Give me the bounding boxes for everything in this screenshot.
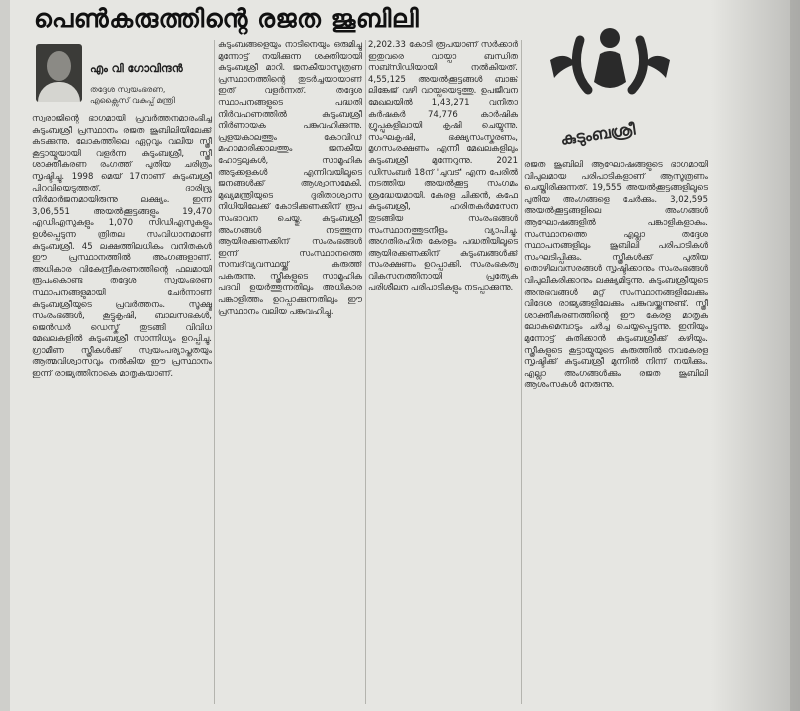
column-divider: [214, 40, 215, 704]
author-role: തദ്ദേശ സ്വയംഭരണ, എക്സൈസ് വകുപ്പ് മന്ത്രി: [90, 85, 175, 105]
author-photo: [36, 44, 82, 102]
article-column-1: സ്വരാജിന്റെ ഭാഗമായി പ്രവർത്തനമാരംഭിച്ച കുടുംബശ്രീ പ്രസ്ഥാനം രജത ജൂബിലിയിലേക്ക് കടക്കുന്നു. ലോകത്തിലെ ഏറ്റവും വലിയ സ്ത്രീ കൂട്ടായ്മയായി വളർന്ന കുടുംബശ്രീ, സ്ത്രീ ശാക്തീകരണ രംഗത്ത് പുതിയ ചരിത്രം സൃഷ്ടിച്ചു. 1998 മെയ് 17നാണ് കുടുംബശ്രീ പിറവിയെടുത്തത്. ദാരിദ്ര്യ നിർമാർജനമായിരുന്നു ലക്ഷ്യം. ഇന്ന് 3,06,551 അയൽക്കൂട്ടങ്ങളും 19,470 എഡിഎസുകളും 1,070 സിഡിഎസുകളും ഉൾപ്പെടുന്ന ത്രിതല സംവിധാനമാണ് കുടുംബശ്രീ. 45 ലക്ഷത്തിലധികം വനിതകൾ ഈ പ്രസ്ഥാനത്തിൽ അംഗങ്ങളാണ്. അധികാര വികേന്ദ്രീകരണത്തിന്റെ ഫലമായി രൂപംകൊണ്ട തദ്ദേശ സ്വയംഭരണ സ്ഥാപനങ്ങളുമായി ചേർന്നാണ് കുടുംബശ്രീയുടെ പ്രവർത്തനം. സൂക്ഷ്മ സംരംഭങ്ങൾ, കൂട്ടുകൃഷി, ബാലസഭകൾ, ജെൻഡർ ഡെസ്ക് തുടങ്ങി വിവിധ മേഖലകളിൽ കുടുംബശ്രീ സാന്നിധ്യം ഉറപ്പിച്ചു. ഗ്രാമീണ സ്ത്രീകൾക്ക് സ്വയംപര്യാപ്തതയും ആത്മവിശ്വാസവും നൽകിയ ഈ പ്രസ്ഥാനം ഇന്ന് രാജ്യത്തിനാകെ മാതൃകയാണ്.: [32, 114, 212, 380]
article-headline: പെൺകരുത്തിന്റെ രജത ജൂബിലി: [34, 4, 420, 33]
article-column-4: രജത ജൂബിലി ആഘോഷങ്ങളുടെ ഭാഗമായി വിപുലമായ പരിപാടികളാണ് ആസൂത്രണം ചെയ്തിരിക്കുന്നത്. 19,555 അയൽക്കൂട്ടങ്ങളിലൂടെ പുതിയ അംഗങ്ങളെ ചേർക്കും. 3,02,595 അയൽക്കൂട്ടങ്ങളിലെ അംഗങ്ങൾ ആഘോഷങ്ങളിൽ പങ്കാളികളാകും. സംസ്ഥാനത്തെ എല്ലാ തദ്ദേശ സ്ഥാപനങ്ങളിലും ജൂബിലി പരിപാടികൾ സംഘടിപ്പിക്കും. സ്ത്രീകൾക്ക് പുതിയ തൊഴിലവസരങ്ങൾ സൃഷ്ടിക്കാനും സംരംഭങ്ങൾ വിപുലീകരിക്കാനും ലക്ഷ്യമിടുന്നു. കുടുംബശ്രീയുടെ അനുഭവങ്ങൾ മറ്റ് സംസ്ഥാനങ്ങളിലേക്കും വിദേശ രാജ്യങ്ങളിലേക്കും പങ്കുവയ്ക്കുന്നുണ്ട്. സ്ത്രീ ശാക്തീകരണത്തിന്റെ ഈ കേരള മാതൃക ലോകമെമ്പാടും ചർച്ച ചെയ്യപ്പെടുന്നു. ഇനിയും മുന്നോട്ട് കുതിക്കാൻ കുടുംബശ്രീക്ക് കഴിയും. സ്ത്രീകളുടെ കൂട്ടായ്മയുടെ കരുത്തിൽ നവകേരള സൃഷ്ടിക്ക് കുടുംബശ്രീ മുന്നിൽ നിന്ന് നയിക്കും. എല്ലാ അംഗങ്ങൾക്കും രജത ജൂബിലി ആശംസകൾ നേരുന്നു.: [524, 160, 708, 391]
column-divider: [365, 40, 366, 704]
page-edge-shadow: [710, 0, 800, 711]
article-column-3: 2,202.33 കോടി രൂപയാണ് സർക്കാർ ഇതുവരെ വായ്പാ ബന്ധിത സബ്സിഡിയായി നൽകിയത്. 4,55,125 അയൽക്കൂട്ടങ്ങൾ ബാങ്ക് ലിങ്കേജ് വഴി വായ്പയെടുത്തു. ഉപജീവന മേഖലയിൽ 1,43,271 വനിതാ കർഷകർ 74,776 കാർഷിക ഗ്രൂപ്പുകളിലായി കൃഷി ചെയ്യുന്നു. സംഘകൃഷി, ഭക്ഷ്യസംസ്കരണം, മൃഗസംരക്ഷണം എന്നീ മേഖലകളിലും കുടുംബശ്രീ മുന്നേറുന്നു. 2021 ഡിസംബർ 18ന് 'ചുവട്' എന്ന പേരിൽ നടത്തിയ അയൽക്കൂട്ട സംഗമം ശ്രദ്ധേയമായി. കേരള ചിക്കൻ, കഫേ കുടുംബശ്രീ, ഹരിതകർമസേന തുടങ്ങിയ സംരംഭങ്ങൾ സംസ്ഥാനത്തുടനീളം വ്യാപിച്ചു. അഗതിരഹിത കേരളം പദ്ധതിയിലൂടെ ആയിരക്കണക്കിന് കുടുംബങ്ങൾക്ക് സംരക്ഷണം ഉറപ്പാക്കി. സംരംഭകത്വ വികസനത്തിനായി പ്രത്യേക പരിശീലന പരിപാടികളും നടപ്പാക്കുന്നു.: [368, 40, 518, 294]
column-divider: [521, 40, 522, 704]
logo-caption: കുടുംബശ്രീ: [559, 119, 637, 149]
article-column-2: കുടുംബങ്ങളെയും നാടിനെയും ഒരുമിച്ചു മുന്നോട്ട് നയിക്കുന്ന ശക്തിയായി കുടുംബശ്രീ മാറി. ജനകീയാസൂത്രണ പ്രസ്ഥാനത്തിന്റെ തുടർച്ചയായാണ് ഇത് വളർന്നത്. തദ്ദേശ സ്ഥാപനങ്ങളുടെ പദ്ധതി നിർവഹണത്തിൽ കുടുംബശ്രീ നിർണായക പങ്കുവഹിക്കുന്നു. പ്രളയകാലത്തും കോവിഡ് മഹാമാരിക്കാലത്തും ജനകീയ ഹോട്ടലുകൾ, സാമൂഹിക അടുക്കളകൾ എന്നിവയിലൂടെ ജനങ്ങൾക്ക് ആശ്വാസമേകി. മുഖ്യമന്ത്രിയുടെ ദുരിതാശ്വാസ നിധിയിലേക്ക് കോടിക്കണക്കിന് രൂപ സംഭാവന ചെയ്തു. കുടുംബശ്രീ അംഗങ്ങൾ നടത്തുന്ന ആയിരക്കണക്കിന് സംരംഭങ്ങൾ ഇന്ന് സംസ്ഥാനത്തെ സമ്പദ്‌വ്യവസ്ഥയ്ക്ക് കരുത്ത് പകരുന്നു. സ്ത്രീകളുടെ സാമൂഹിക പദവി ഉയർത്തുന്നതിലും അധികാര പങ്കാളിത്തം ഉറപ്പാക്കുന്നതിലും ഈ പ്രസ്ഥാനം വലിയ പങ്കുവഹിച്ചു.: [218, 40, 362, 317]
author-byline: [32, 40, 217, 108]
author-name: എം വി ഗോവിന്ദൻ: [90, 62, 183, 75]
